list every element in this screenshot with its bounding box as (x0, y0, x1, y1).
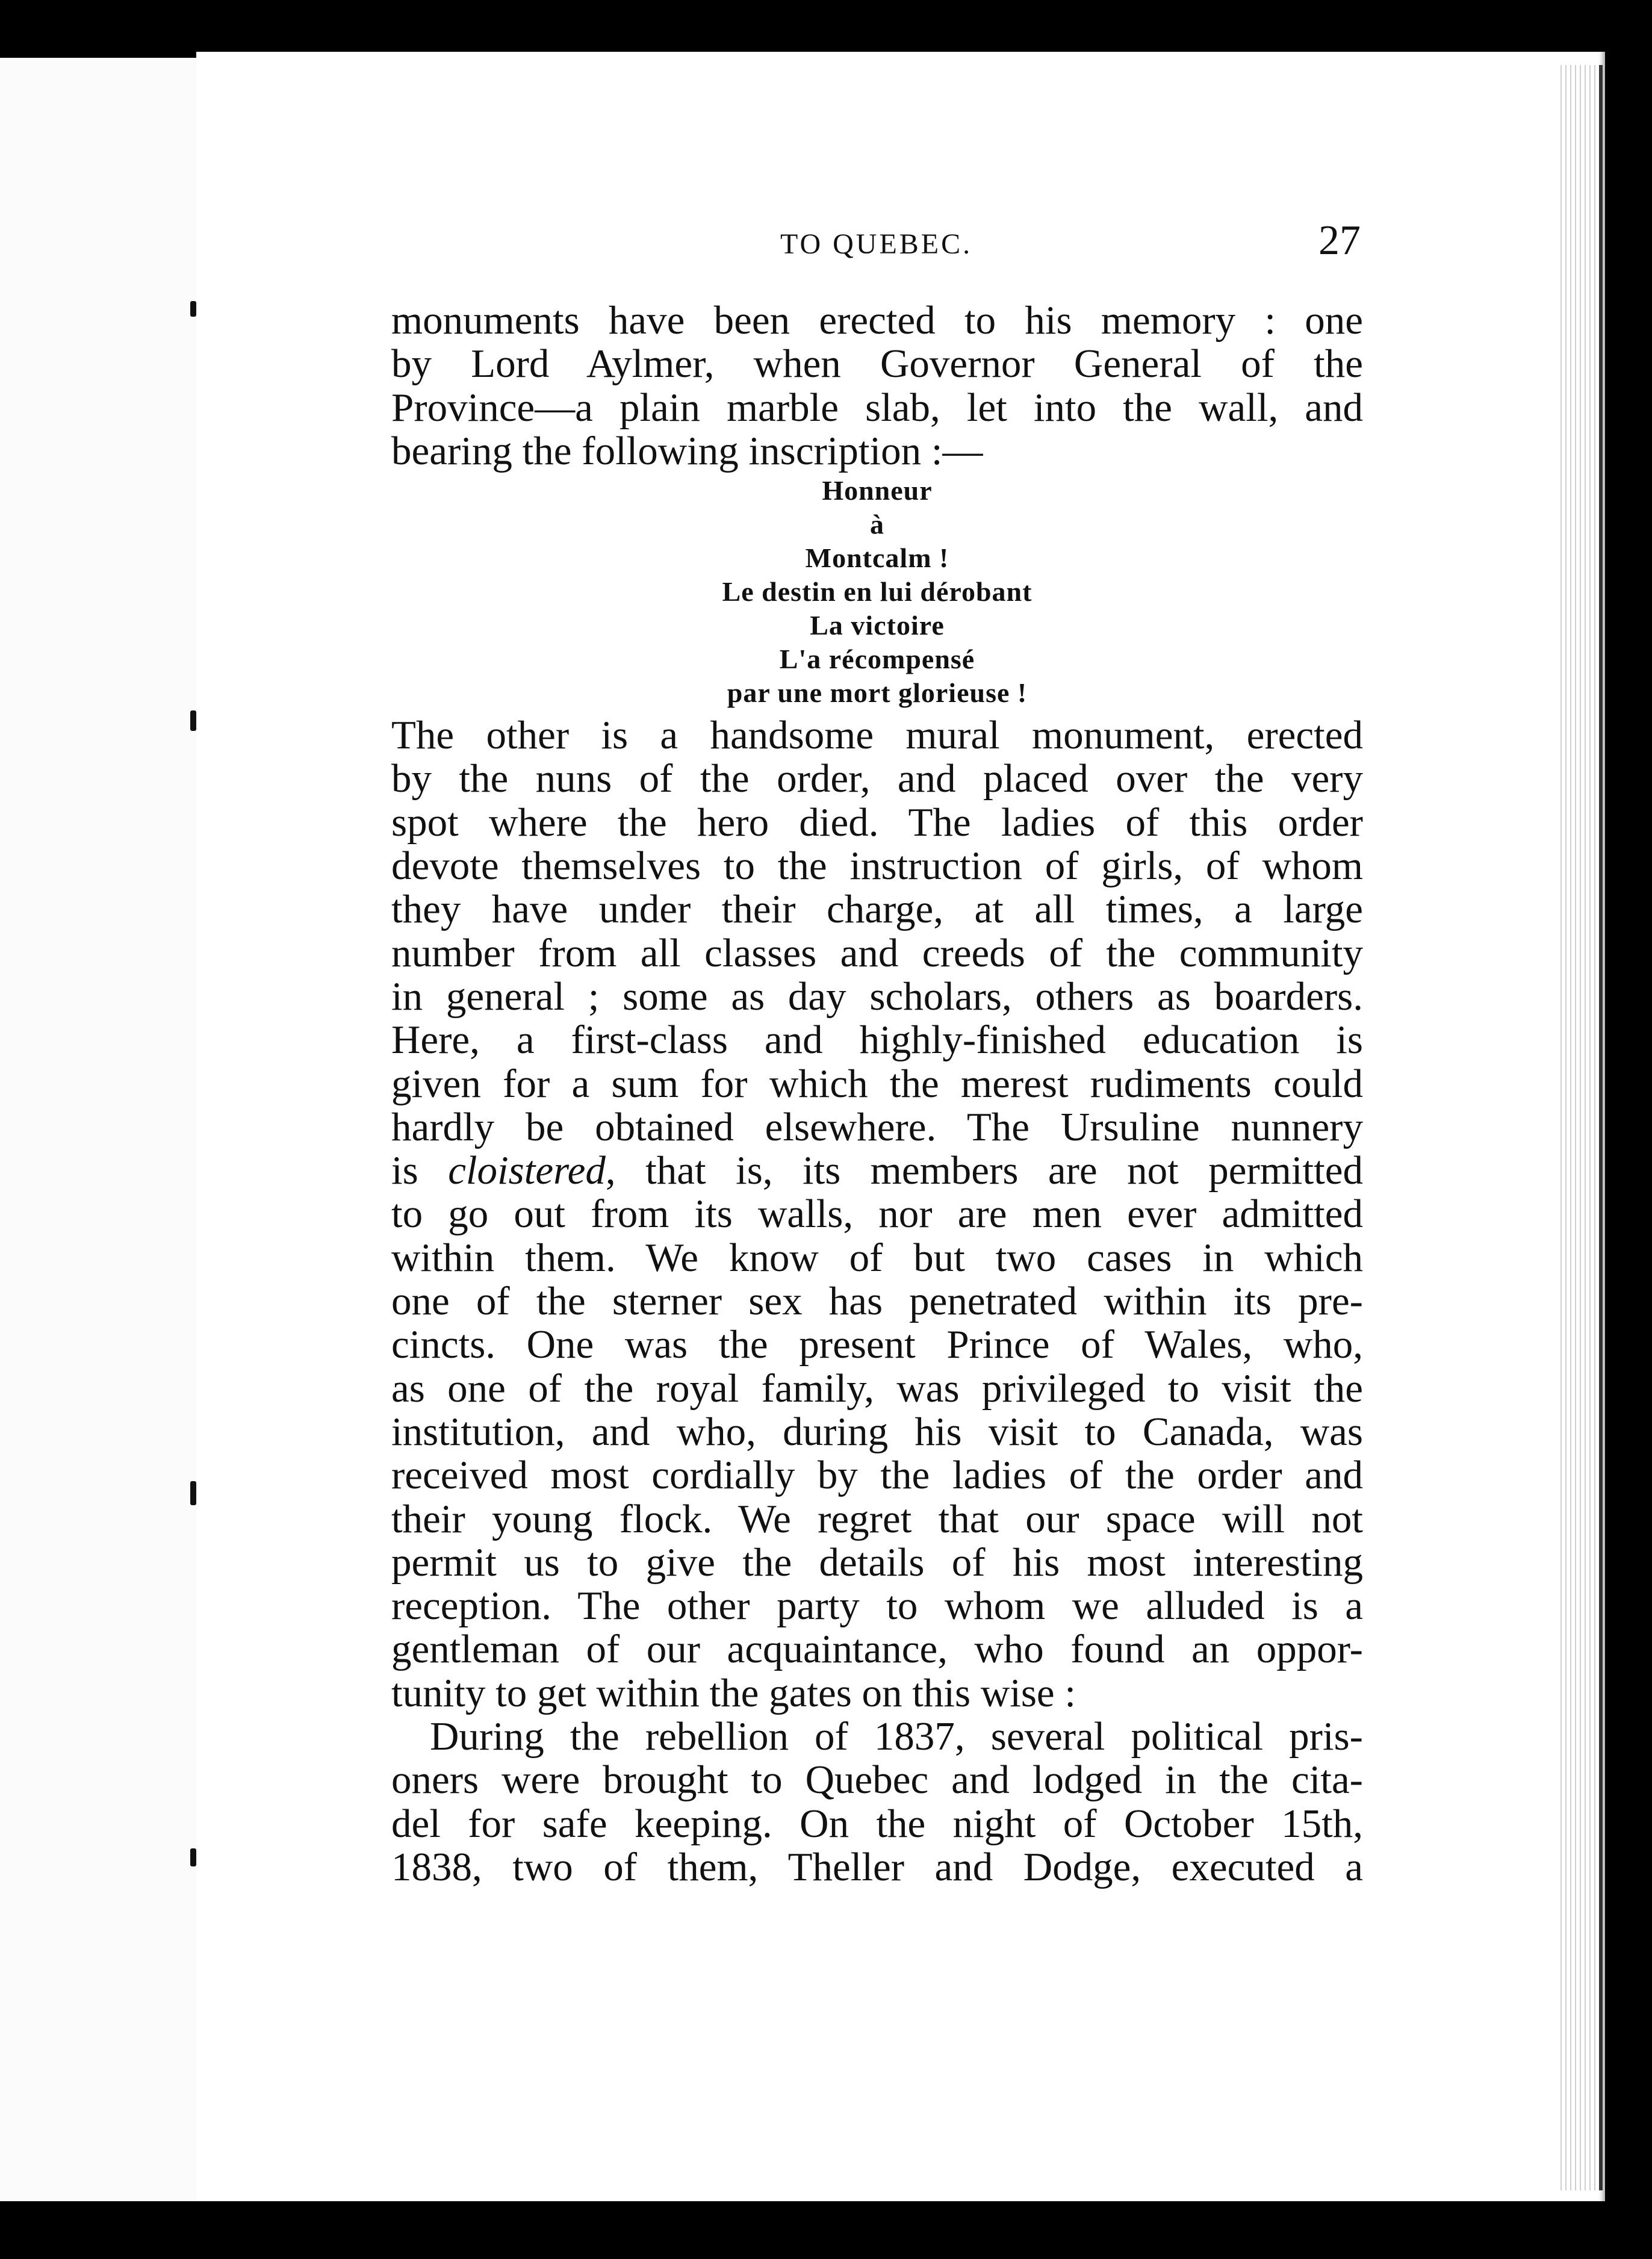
text-line: oners were brought to Quebec and lodged in the cita- (391, 1757, 1363, 1803)
text-line: cincts. One was the present Prince of Wales, who, (391, 1322, 1363, 1367)
text-line: bearing the following inscription :— (391, 428, 983, 473)
text-line: 1838, two of them, Theller and Dodge, executed a (391, 1844, 1363, 1889)
page-number: 27 (1318, 217, 1361, 264)
montcalm-inscription (391, 474, 1363, 710)
running-title: TO QUEBEC. (780, 228, 973, 260)
binding-mark (190, 1481, 196, 1505)
italic-word: cloistered (448, 1148, 606, 1193)
text-line: by the nuns of the order, and placed over the very (391, 756, 1363, 801)
text-line: During the rebellion of 1837, several political pris- (430, 1714, 1363, 1759)
text-line-with-emphasis (391, 1149, 1363, 1192)
inscription-line: L'a récompensé (779, 644, 975, 675)
inscription-line: par une mort glorieuse ! (727, 677, 1028, 709)
text-line: to go out from its walls, nor are men ever admitted (391, 1192, 1363, 1237)
inscription-line: à (870, 509, 884, 540)
text-line: received most cordially by the ladies of the order and (391, 1453, 1363, 1498)
text-line: their young flock. We regret that our space will not (391, 1496, 1363, 1541)
text-line: devote themselves to the instruction of girls, of whom (391, 844, 1363, 889)
text-line: number from all classes and creeds of the community (391, 930, 1363, 975)
inscription-line: Honneur (822, 475, 933, 506)
book-page (196, 52, 1605, 2201)
text-line: Here, a first-class and highly-finished education is (391, 1018, 1363, 1063)
binding-mark (190, 301, 196, 317)
text-line: institution, and who, during his visit to Canada, was (391, 1409, 1363, 1454)
text-line: hardly be obtained elsewhere. The Ursuline nunnery (391, 1104, 1363, 1149)
text-line: del for safe keeping. On the night of October 15th, (391, 1801, 1363, 1846)
text-line: by Lord Aylmer, when Governor General of the (391, 341, 1363, 387)
page-body-text (391, 299, 1363, 1889)
text-line: monuments have been erected to his memory : one (391, 298, 1363, 343)
page-block-edge (1557, 65, 1603, 2190)
text-fragment: is (391, 1148, 449, 1193)
binding-mark (190, 1848, 196, 1866)
inscription-line: Montcalm ! (805, 542, 949, 574)
text-line: one of the sterner sex has penetrated within its pre- (391, 1279, 1363, 1324)
text-line: given for a sum for which the merest rudiments could (391, 1061, 1363, 1106)
text-line: The other is a handsome mural monument, erected (391, 713, 1363, 758)
text-line: Province—a plain marble slab, let into the wall, and (391, 385, 1363, 430)
text-line: in general ; some as day scholars, others as boarders. (391, 974, 1363, 1019)
text-line: they have under their charge, at all times, a large (391, 887, 1363, 932)
previous-page-edge (0, 58, 201, 2201)
text-line: within them. We know of but two cases in which (391, 1235, 1363, 1280)
text-line: reception. The other party to whom we alluded is a (391, 1583, 1363, 1629)
text-line: gentleman of our acquaintance, who found an oppor- (391, 1627, 1363, 1672)
text-line: as one of the royal family, was privileged to visit the (391, 1366, 1363, 1411)
text-line: spot where the hero died. The ladies of this order (391, 800, 1363, 845)
binding-mark (190, 710, 196, 731)
text-line: tunity to get within the gates on this wise : (391, 1670, 1076, 1715)
text-fragment: , that is, its members are not permitted (605, 1148, 1363, 1193)
text-line: permit us to give the details of his most interesting (391, 1540, 1363, 1585)
inscription-line: Le destin en lui dérobant (722, 576, 1032, 607)
inscription-line: La victoire (810, 610, 945, 641)
